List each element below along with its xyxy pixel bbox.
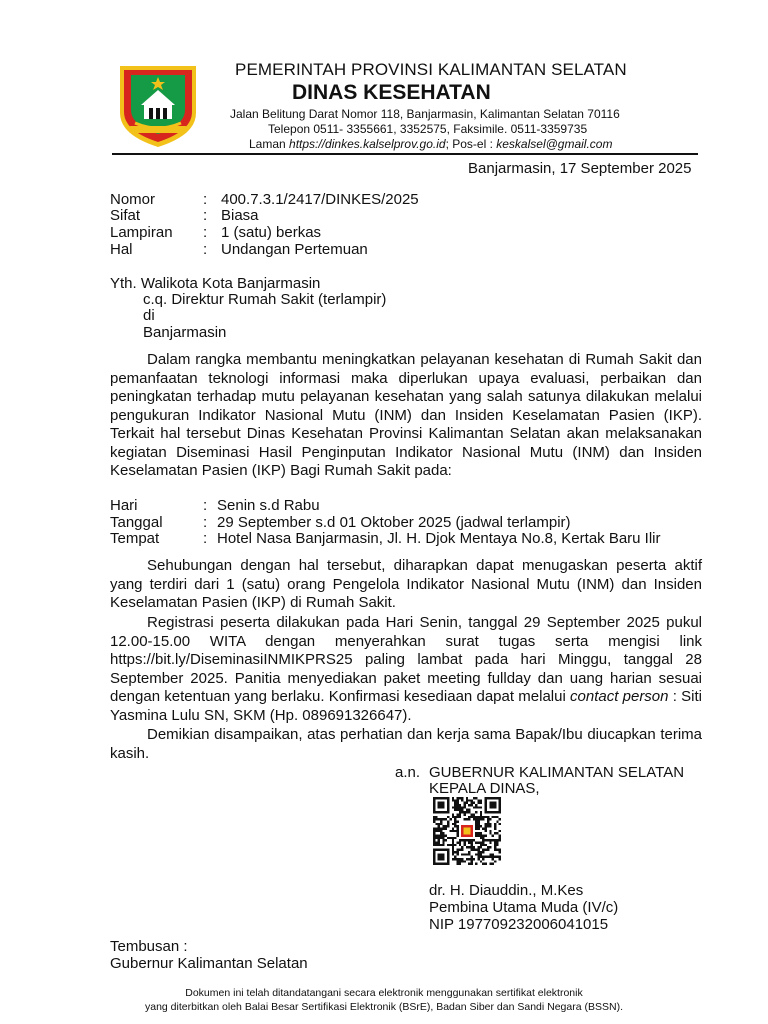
coat-of-arms-logo	[117, 63, 199, 149]
meta-key: Hal	[110, 241, 133, 258]
email-link[interactable]: keskalsel@gmail.com	[496, 137, 613, 151]
web-prefix: Laman	[249, 137, 290, 151]
body-paragraph	[110, 351, 702, 481]
addressee-line: c.q. Direktur Rumah Sakit (terlampir)	[143, 291, 387, 308]
meta-value: 400.7.3.1/2417/DINKES/2025	[221, 191, 419, 208]
schedule-key: Tempat	[110, 530, 160, 547]
signer-position: KEPALA DINAS,	[429, 780, 540, 797]
signer-title: GUBERNUR KALIMANTAN SELATAN	[429, 764, 685, 781]
body-paragraph	[110, 557, 702, 613]
schedule-value: Hotel Nasa Banjarmasin, Jl. H. Djok Mentaya No.8, Kertak Baru Ilir	[217, 530, 661, 547]
footer-line: yang diterbitkan oleh Balai Besar Sertifikasi Elektronik (BSrE), Badan Siber dan Sandi Negara (BSSN).	[145, 1001, 623, 1013]
web-separator: ; Pos-el :	[445, 137, 497, 151]
body-paragraph	[110, 614, 702, 725]
meta-key: Lampiran	[110, 224, 173, 241]
letterhead-divider	[112, 153, 698, 155]
contact-person-term: contact person	[570, 688, 669, 705]
signer-nip: NIP 197709232006041015	[429, 916, 609, 933]
schedule-key: Hari	[110, 497, 138, 514]
meta-value: Biasa	[221, 207, 259, 224]
meta-value: Undangan Pertemuan	[221, 241, 368, 258]
letter-date: Banjarmasin, 17 September 2025	[468, 160, 692, 177]
schedule-value: Senin s.d Rabu	[217, 497, 320, 514]
paragraph-text: Registrasi peserta dilakukan pada Hari Senin, tanggal 29 September 2025 pukul 12.00-15.00 WITA dengan menyerahkan surat tugas serta mengisi link https://bit.ly/DiseminasiINMIKPRS25 paling lambat pada hari Minggu, tanggal 28 September 2025. Panitia menyediakan paket meeting fullday dan uang harian sesuai dengan ketentuan yang berlaku. Konfirmasi kesediaan dapat melalui	[110, 614, 702, 705]
addressee-line: Yth. Walikota Kota Banjarmasin	[110, 275, 321, 292]
letterhead-phone: Telepon 0511- 3355661, 3352575, Faksimile. 0511-3359735	[268, 122, 588, 136]
letterhead-agency: DINAS KESEHATAN	[292, 81, 491, 104]
website-link[interactable]: https://dinkes.kalselprov.go.id	[289, 137, 446, 151]
addressee-line: di	[143, 307, 155, 324]
footer-line: Dokumen ini telah ditandatangani secara elektronik menggunakan sertifikat elektronik	[185, 987, 583, 999]
cc-label: Tembusan :	[110, 938, 188, 955]
paragraph-text: Demikian disampaikan, atas perhatian dan kerja sama Bapak/Ibu diucapkan terima kasih.	[110, 726, 702, 762]
schedule-value: 29 September s.d 01 Oktober 2025 (jadwal terlampir)	[217, 514, 571, 531]
letterhead-contact	[249, 137, 612, 151]
signer-name: dr. H. Diauddin., M.Kes	[429, 882, 584, 899]
paragraph-text: Sehubungan dengan hal tersebut, diharapkan dapat menugaskan peserta aktif yang terdiri dari 1 (satu) orang Pengelola Indikator Nasional Mutu (INM) dan Insiden Keselamatan Pasien (IKP) di Rumah Sakit.	[110, 557, 702, 611]
meta-key: Nomor	[110, 191, 156, 208]
cc-recipient: Gubernur Kalimantan Selatan	[110, 955, 308, 972]
paragraph-text: : Siti Yasmina Lulu SN, SKM (Hp. 089691326647).	[110, 688, 702, 724]
letterhead-government: PEMERINTAH PROVINSI KALIMANTAN SELATAN	[235, 60, 627, 79]
on-behalf-label: a.n.	[395, 764, 421, 781]
signer-rank: Pembina Utama Muda (IV/c)	[429, 899, 619, 916]
addressee-line: Banjarmasin	[143, 324, 227, 341]
meta-key: Sifat	[110, 207, 141, 224]
qr-code-icon	[433, 797, 501, 865]
body-paragraph	[110, 726, 702, 763]
letterhead-address: Jalan Belitung Darat Nomor 118, Banjarmasin, Kalimantan Selatan 70116	[230, 107, 620, 121]
paragraph-text: Dalam rangka membantu meningkatkan pelayanan kesehatan di Rumah Sakit dan pemanfaatan teknologi informasi maka diperlukan upaya evaluasi, perbaikan dan peningkatan terhadap mutu pelayanan kesehatan yang salah satunya dilakukan melalui pengukuran Indikator Nasional Mutu (INM) dan Insiden Keselamatan Pasien (IKP). Terkait hal tersebut Dinas Kesehatan Provinsi Kalimantan Selatan akan melaksanakan kegiatan Diseminasi Hasil Penginputan Indikator Nasional Mutu (INM) dan Insiden Keselamatan Pasien (IKP) Bagi Rumah Sakit pada:	[110, 351, 702, 479]
schedule-key: Tanggal	[110, 514, 163, 531]
meta-value: 1 (satu) berkas	[221, 224, 322, 241]
